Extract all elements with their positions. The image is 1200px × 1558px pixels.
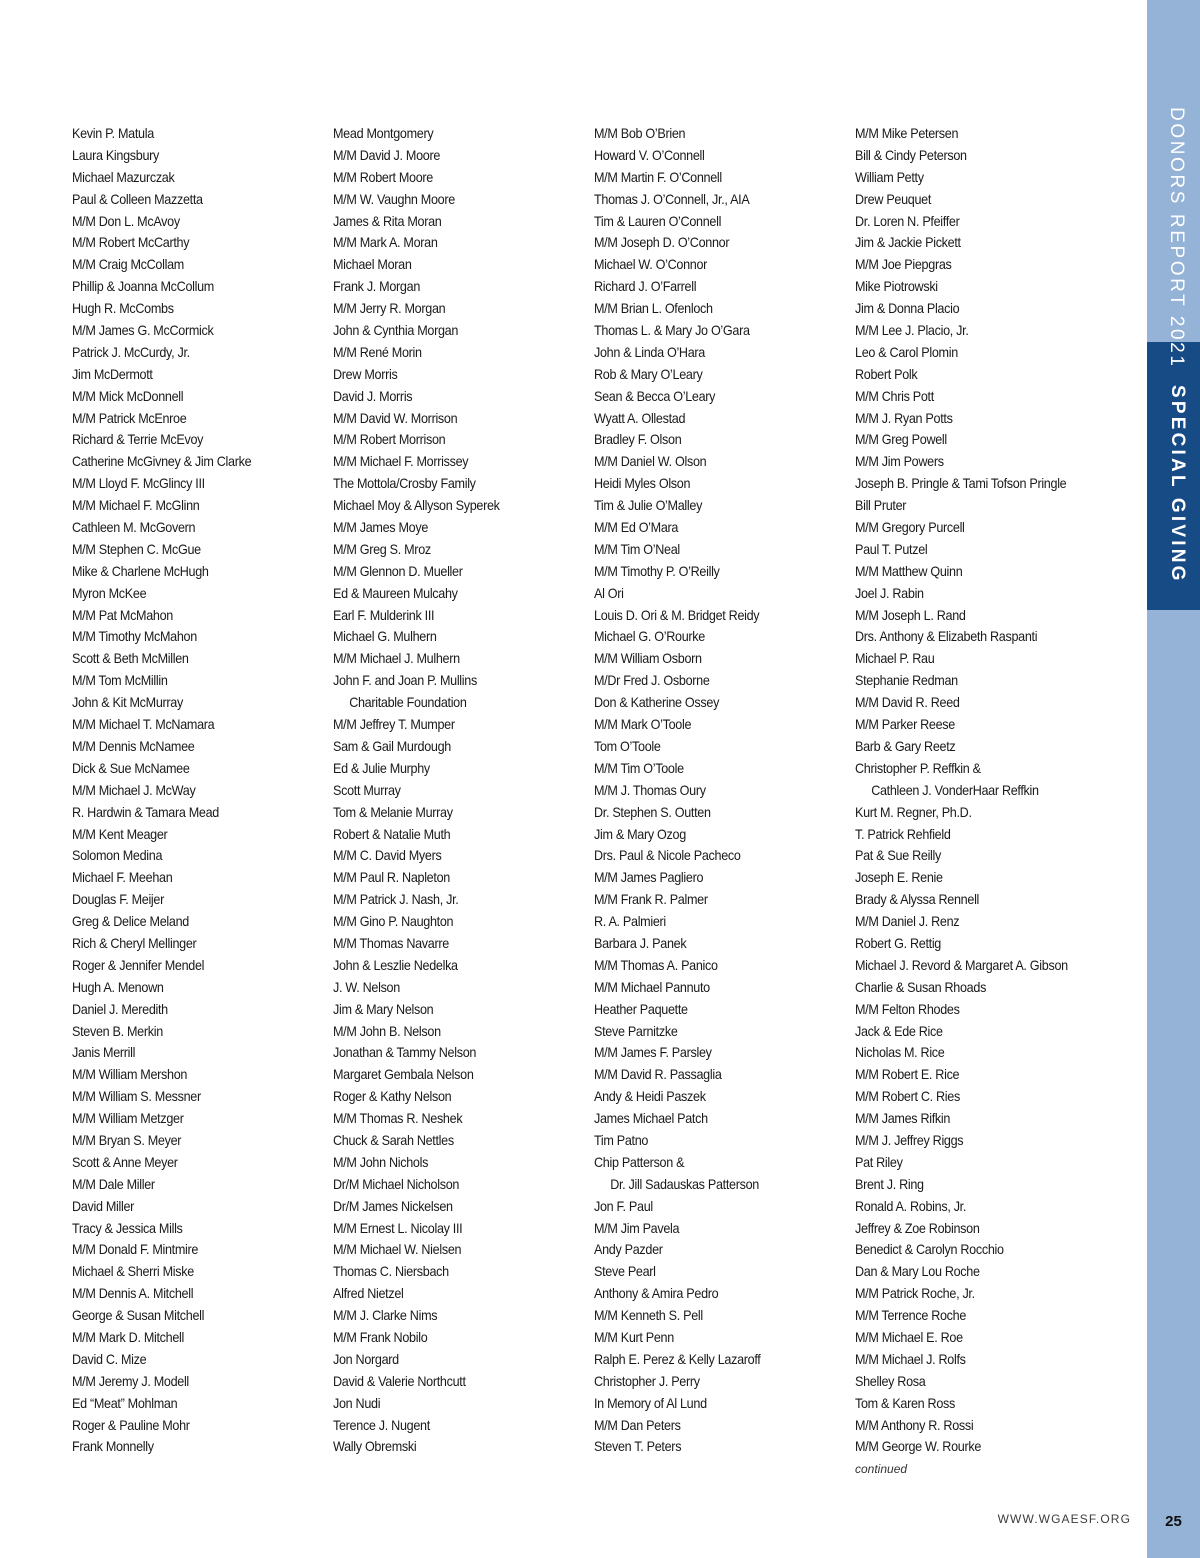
donor-name: M/M Jerry R. Morgan xyxy=(333,300,446,317)
donor-name: Andy Pazder xyxy=(594,1241,663,1258)
donor-name: Tim & Julie O’Malley xyxy=(594,497,703,514)
donor-name: M/M William Metzger xyxy=(72,1110,184,1127)
donor-name: M/M Mark D. Mitchell xyxy=(72,1328,185,1345)
donor-name: Terence J. Nugent xyxy=(333,1416,430,1433)
continued-note: continued xyxy=(855,1462,908,1476)
donor-name: Michael Mazurczak xyxy=(72,168,175,185)
donor-name: Earl F. Mulderink III xyxy=(333,606,435,623)
donor-name: M/M Martin F. O’Connell xyxy=(594,168,722,185)
page-number: 25 xyxy=(1165,1513,1182,1530)
donor-name: Steven T. Peters xyxy=(594,1438,682,1455)
donor-name: M/M Gino P. Naughton xyxy=(333,913,454,930)
donor-name: Barbara J. Panek xyxy=(594,934,687,951)
donor-name: Louis D. Ori & M. Bridget Reidy xyxy=(594,606,760,623)
donor-name: M/M W. Vaughn Moore xyxy=(333,190,455,207)
donor-name: Michael W. O’Connor xyxy=(594,256,708,273)
donor-name: M/M Mark O’Toole xyxy=(594,716,692,733)
donor-name: M/M Michael E. Roe xyxy=(855,1328,963,1345)
donor-name: Cathleen J. VonderHaar Reffkin xyxy=(871,781,1039,798)
donor-name: M/M Tom McMillin xyxy=(72,672,168,689)
donor-name: Wally Obremski xyxy=(333,1438,417,1455)
donor-name: M/M Robert McCarthy xyxy=(72,234,190,251)
donor-name: M/M David J. Moore xyxy=(333,146,441,163)
donor-name: M/M James Moye xyxy=(333,519,429,536)
donor-name: M/M Michael J. Mulhern xyxy=(333,650,460,667)
donor-name: M/M Joseph D. O’Connor xyxy=(594,234,730,251)
donor-name: Greg & Delice Meland xyxy=(72,913,189,930)
donor-name: Jim & Jackie Pickett xyxy=(855,234,961,251)
donor-name: Sean & Becca O’Leary xyxy=(594,387,716,404)
donor-name: Hugh R. McCombs xyxy=(72,300,174,317)
donor-name: M/M Thomas R. Neshek xyxy=(333,1110,463,1127)
donor-name: M/M Jeremy J. Modell xyxy=(72,1372,189,1389)
donor-name: Scott & Anne Meyer xyxy=(72,1153,178,1170)
donor-name: John & Kit McMurray xyxy=(72,694,183,711)
donor-name: Paul T. Putzel xyxy=(855,540,928,557)
donor-name: Dr. Stephen S. Outten xyxy=(594,803,711,820)
donor-name: M/M Dennis A. Mitchell xyxy=(72,1285,194,1302)
donor-name: Margaret Gembala Nelson xyxy=(333,1066,474,1083)
donor-name: The Mottola/Crosby Family xyxy=(333,475,476,492)
report-title: DONORS REPORT 2021 xyxy=(1166,107,1187,369)
donor-name: Rob & Mary O’Leary xyxy=(594,365,703,382)
donor-name: M/M Daniel J. Renz xyxy=(855,913,960,930)
donor-name: Robert & Natalie Muth xyxy=(333,825,451,842)
donor-name: M/M Kent Meager xyxy=(72,825,168,842)
donor-name: Al Ori xyxy=(594,584,624,601)
donor-name: Charitable Foundation xyxy=(349,694,467,711)
donor-name: M/M Kenneth S. Pell xyxy=(594,1307,703,1324)
donor-name: M/M Thomas A. Panico xyxy=(594,956,718,973)
donor-name: M/M Chris Pott xyxy=(855,387,934,404)
donor-name: Janis Merrill xyxy=(72,1044,136,1061)
donor-name: Jim & Mary Ozog xyxy=(594,825,686,842)
donor-name: M/M Robert E. Rice xyxy=(855,1066,960,1083)
donor-name: M/Dr Fred J. Osborne xyxy=(594,672,710,689)
donor-name: M/M Ed O’Mara xyxy=(594,519,679,536)
donor-name: Phillip & Joanna McCollum xyxy=(72,278,215,295)
donor-name: M/M Timothy P. O’Reilly xyxy=(594,562,720,579)
donor-name: Christopher P. Reffkin & xyxy=(855,759,981,776)
donor-name: Barb & Gary Reetz xyxy=(855,737,956,754)
donor-name: Frank J. Morgan xyxy=(333,278,421,295)
donor-name: Jack & Ede Rice xyxy=(855,1022,943,1039)
donor-name: Robert G. Rettig xyxy=(855,934,942,951)
donor-name: Heidi Myles Olson xyxy=(594,475,691,492)
donor-name: M/M George W. Rourke xyxy=(855,1438,982,1455)
donor-name: Dr/M James Nickelsen xyxy=(333,1197,453,1214)
donor-name: Mead Montgomery xyxy=(333,125,434,141)
donor-name: Jon Norgard xyxy=(333,1350,399,1367)
donor-name: Howard V. O’Connell xyxy=(594,146,705,163)
donor-name: M/M David W. Morrison xyxy=(333,409,458,426)
donor-name: M/M Felton Rhodes xyxy=(855,1000,960,1017)
donor-name: M/M Kurt Penn xyxy=(594,1328,674,1345)
donor-name: Steve Parnitzke xyxy=(594,1022,678,1039)
donor-name: David & Valerie Northcutt xyxy=(333,1372,466,1389)
donor-name: Daniel J. Meredith xyxy=(72,1000,168,1017)
donor-name: Sam & Gail Murdough xyxy=(333,737,451,754)
donor-name: Scott & Beth McMillen xyxy=(72,650,189,667)
donor-name: Brent J. Ring xyxy=(855,1175,924,1192)
donor-name: M/M Michael J. Rolfs xyxy=(855,1350,966,1367)
donor-name: Jim & Donna Placio xyxy=(855,300,960,317)
donor-name: M/M John Nichols xyxy=(333,1153,429,1170)
donor-name: Michael F. Meehan xyxy=(72,869,173,886)
donor-name: M/M Joseph L. Rand xyxy=(855,606,966,623)
donor-name: Tom O’Toole xyxy=(594,737,661,754)
donor-name: Roger & Kathy Nelson xyxy=(333,1088,452,1105)
donor-name: Bill Pruter xyxy=(855,497,907,514)
donor-name: M/M Dan Peters xyxy=(594,1416,681,1433)
donor-name: Michael G. Mulhern xyxy=(333,628,437,645)
donor-name: Mike & Charlene McHugh xyxy=(72,562,209,579)
donor-name: M/M Timothy McMahon xyxy=(72,628,197,645)
donor-name: Tracy & Jessica Mills xyxy=(72,1219,183,1236)
donor-name: M/M David R. Passaglia xyxy=(594,1066,722,1083)
donor-name: Tom & Melanie Murray xyxy=(333,803,453,820)
section-title: SPECIAL GIVING xyxy=(1167,385,1188,584)
donor-name: M/M James G. McCormick xyxy=(72,322,214,339)
donor-name: M/M William S. Messner xyxy=(72,1088,201,1105)
donor-name: M/M Tim O’Toole xyxy=(594,759,684,776)
donor-name: Jim McDermott xyxy=(72,365,153,382)
donor-name: M/M Mick McDonnell xyxy=(72,387,184,404)
donor-name: Richard & Terrie McEvoy xyxy=(72,431,204,448)
donor-name: Kevin P. Matula xyxy=(72,125,154,141)
donor-name: Ralph E. Perez & Kelly Lazaroff xyxy=(594,1350,761,1367)
donor-name: M/M James F. Parsley xyxy=(594,1044,712,1061)
donor-name: M/M René Morin xyxy=(333,343,422,360)
donor-name: Roger & Jennifer Mendel xyxy=(72,956,205,973)
donor-name: M/M C. David Myers xyxy=(333,847,442,864)
donor-name: M/M J. Jeffrey Riggs xyxy=(855,1131,964,1148)
donor-name: Solomon Medina xyxy=(72,847,163,864)
donor-name: Dr. Jill Sadauskas Patterson xyxy=(610,1175,759,1192)
donor-name: Paul & Colleen Mazzetta xyxy=(72,190,203,207)
donor-name: Dr/M Michael Nicholson xyxy=(333,1175,460,1192)
donor-name: Laura Kingsbury xyxy=(72,146,160,163)
donor-name: Dick & Sue McNamee xyxy=(72,759,190,776)
donor-name: Rich & Cheryl Mellinger xyxy=(72,934,197,951)
donor-name: Robert Polk xyxy=(855,365,918,382)
donor-name: M/M David R. Reed xyxy=(855,694,960,711)
donor-name: M/M Jeffrey T. Mumper xyxy=(333,716,455,733)
donor-name: Joseph E. Renie xyxy=(855,869,943,886)
donor-name: M/M Daniel W. Olson xyxy=(594,453,707,470)
donor-name: Steven B. Merkin xyxy=(72,1022,163,1039)
donor-name: Roger & Pauline Mohr xyxy=(72,1416,190,1433)
donor-name: M/M Paul R. Napleton xyxy=(333,869,450,886)
donor-name: George & Susan Mitchell xyxy=(72,1307,205,1324)
donor-name: M/M Matthew Quinn xyxy=(855,562,963,579)
donor-name: M/M Pat McMahon xyxy=(72,606,174,623)
donor-name: Michael G. O’Rourke xyxy=(594,628,705,645)
donor-name: Kurt M. Regner, Ph.D. xyxy=(855,803,972,820)
donor-name: Stephanie Redman xyxy=(855,672,958,689)
donor-column-1 xyxy=(72,123,271,1458)
donor-name: John & Leszlie Nedelka xyxy=(333,956,458,973)
donor-column-3 xyxy=(594,123,779,1458)
donor-name: M/M James Pagliero xyxy=(594,869,704,886)
donor-name: Joseph B. Pringle & Tami Tofson Pringle xyxy=(855,475,1067,492)
donor-name: M/M Frank Nobilo xyxy=(333,1328,428,1345)
donor-name: Frank Monnelly xyxy=(72,1438,154,1455)
donor-name: M/M Thomas Navarre xyxy=(333,934,449,951)
donor-name: M/M John B. Nelson xyxy=(333,1022,441,1039)
donor-name: Jim & Mary Nelson xyxy=(333,1000,434,1017)
donor-name: Thomas J. O’Connell, Jr., AIA xyxy=(594,190,750,207)
website-url[interactable]: WWW.WGAESF.ORG xyxy=(997,1512,1131,1526)
donor-name: M/M Dale Miller xyxy=(72,1175,155,1192)
donor-name: Catherine McGivney & Jim Clarke xyxy=(72,453,252,470)
donor-name: M/M J. Ryan Potts xyxy=(855,409,953,426)
donor-name: M/M William Osborn xyxy=(594,650,702,667)
donor-name: M/M Michael F. McGlinn xyxy=(72,497,200,514)
donor-name: Joel J. Rabin xyxy=(855,584,924,601)
donor-name: M/M Joe Piepgras xyxy=(855,256,952,273)
donor-name: M/M Patrick McEnroe xyxy=(72,409,187,426)
donor-name: Jon Nudi xyxy=(333,1394,381,1411)
donor-name: M/M Tim O’Neal xyxy=(594,540,680,557)
donor-name: Bill & Cindy Peterson xyxy=(855,146,967,163)
donor-name: Myron McKee xyxy=(72,584,147,601)
donor-name: M/M Robert Morrison xyxy=(333,431,446,448)
donor-name: M/M Greg S. Mroz xyxy=(333,540,431,557)
donor-name: M/M Michael F. Morrissey xyxy=(333,453,469,470)
donor-name: M/M J. Clarke Nims xyxy=(333,1307,438,1324)
donor-name: M/M Glennon D. Mueller xyxy=(333,562,463,579)
donor-name: M/M Lloyd F. McGlincy III xyxy=(72,475,205,492)
donor-name: Don & Katherine Ossey xyxy=(594,694,720,711)
donor-name: Heather Paquette xyxy=(594,1000,688,1017)
donor-name: R. A. Palmieri xyxy=(594,913,666,930)
donor-name: Tim Patno xyxy=(594,1131,649,1148)
donor-name: Pat Riley xyxy=(855,1153,903,1170)
donor-column-2 xyxy=(333,123,518,1458)
donor-name: M/M Terrence Roche xyxy=(855,1307,967,1324)
donor-name: M/M Patrick Roche, Jr. xyxy=(855,1285,975,1302)
donor-name: R. Hardwin & Tamara Mead xyxy=(72,803,219,820)
donor-name: Richard J. O’Farrell xyxy=(594,278,697,295)
donor-name: Steve Pearl xyxy=(594,1263,656,1280)
donor-name: Bradley F. Olson xyxy=(594,431,682,448)
donor-name: M/M Parker Reese xyxy=(855,716,955,733)
donor-name: John & Cynthia Morgan xyxy=(333,322,459,339)
donor-name: Patrick J. McCurdy, Jr. xyxy=(72,343,190,360)
donor-name: David Miller xyxy=(72,1197,135,1214)
donor-name: Drew Morris xyxy=(333,365,398,382)
donor-name: M/M Donald F. Mintmire xyxy=(72,1241,199,1258)
donor-name: M/M Michael W. Nielsen xyxy=(333,1241,462,1258)
donor-name: Leo & Carol Plomin xyxy=(855,343,958,360)
donor-name: Tom & Karen Ross xyxy=(855,1394,956,1411)
donor-name: M/M Craig McCollam xyxy=(72,256,184,273)
donor-name: Drew Peuquet xyxy=(855,190,932,207)
donor-name: William Petty xyxy=(855,168,924,185)
donor-name: M/M Michael T. McNamara xyxy=(72,716,215,733)
donor-name: Dan & Mary Lou Roche xyxy=(855,1263,980,1280)
donor-name: Chuck & Sarah Nettles xyxy=(333,1131,454,1148)
donor-name: M/M Ernest L. Nicolay III xyxy=(333,1219,463,1236)
donor-name: M/M Lee J. Placio, Jr. xyxy=(855,322,969,339)
donor-name: Benedict & Carolyn Rocchio xyxy=(855,1241,1004,1258)
donor-name: Andy & Heidi Paszek xyxy=(594,1088,706,1105)
donor-name: M/M Jim Powers xyxy=(855,453,944,470)
donor-name: M/M Robert C. Ries xyxy=(855,1088,960,1105)
donor-name: Ed & Julie Murphy xyxy=(333,759,430,776)
donor-name: Charlie & Susan Rhoads xyxy=(855,978,987,995)
donor-name: Pat & Sue Reilly xyxy=(855,847,942,864)
donor-name: In Memory of Al Lund xyxy=(594,1394,707,1411)
donor-name: M/M Patrick J. Nash, Jr. xyxy=(333,891,459,908)
donor-name: Chip Patterson & xyxy=(594,1153,685,1170)
donor-name: John & Linda O’Hara xyxy=(594,343,705,360)
donor-name: M/M William Mershon xyxy=(72,1066,188,1083)
donor-name: Mike Piotrowski xyxy=(855,278,938,295)
donor-name: M/M Michael Pannuto xyxy=(594,978,710,995)
donor-name: M/M Gregory Purcell xyxy=(855,519,965,536)
donor-name: Ronald A. Robins, Jr. xyxy=(855,1197,967,1214)
donor-name: David C. Mize xyxy=(72,1350,147,1367)
donor-name: M/M J. Thomas Oury xyxy=(594,781,706,798)
donor-name: Ed “Meat” Mohlman xyxy=(72,1394,178,1411)
donor-name: M/M Frank R. Palmer xyxy=(594,891,708,908)
donor-name: Michael & Sherri Miske xyxy=(72,1263,194,1280)
donor-name: Douglas F. Meijer xyxy=(72,891,164,908)
donor-name: Michael Moran xyxy=(333,256,412,273)
donor-name: M/M Greg Powell xyxy=(855,431,947,448)
donor-name: John F. and Joan P. Mullins xyxy=(333,672,477,689)
donor-name: James & Rita Moran xyxy=(333,212,442,229)
donor-name: M/M Don L. McAvoy xyxy=(72,212,180,229)
donor-name: Hugh A. Menown xyxy=(72,978,164,995)
donor-name: Thomas C. Niersbach xyxy=(333,1263,449,1280)
donor-name: M/M Robert Moore xyxy=(333,168,433,185)
donor-name: M/M Dennis McNamee xyxy=(72,737,195,754)
donor-column-4 xyxy=(855,123,1091,1458)
donor-name: M/M Anthony R. Rossi xyxy=(855,1416,974,1433)
donor-name: Anthony & Amira Pedro xyxy=(594,1285,719,1302)
donor-name: Brady & Alyssa Rennell xyxy=(855,891,980,908)
donor-name: Christopher J. Perry xyxy=(594,1372,700,1389)
donor-name: Drs. Anthony & Elizabeth Raspanti xyxy=(855,628,1038,645)
donor-name: Cathleen M. McGovern xyxy=(72,519,196,536)
donor-name: M/M Jim Pavela xyxy=(594,1219,680,1236)
donor-name: M/M Bob O’Brien xyxy=(594,125,686,141)
donor-name: M/M Brian L. Ofenloch xyxy=(594,300,713,317)
donor-name: M/M Michael J. McWay xyxy=(72,781,196,798)
donor-name: Dr. Loren N. Pfeiffer xyxy=(855,212,960,229)
donor-name: M/M Mike Petersen xyxy=(855,125,959,141)
donor-name: Alfred Nietzel xyxy=(333,1285,404,1302)
donor-name: Wyatt A. Ollestad xyxy=(594,409,686,426)
donor-name: Nicholas M. Rice xyxy=(855,1044,945,1061)
donor-name: Michael P. Rau xyxy=(855,650,935,667)
donor-name: M/M James Rifkin xyxy=(855,1110,951,1127)
donor-name: Shelley Rosa xyxy=(855,1372,926,1389)
donor-name: Jon F. Paul xyxy=(594,1197,653,1214)
donor-name: James Michael Patch xyxy=(594,1110,708,1127)
donor-name: M/M Bryan S. Meyer xyxy=(72,1131,182,1148)
donor-name: J. W. Nelson xyxy=(333,978,400,995)
donor-name: Scott Murray xyxy=(333,781,401,798)
donor-name: Michael Moy & Allyson Syperek xyxy=(333,497,500,514)
donor-name: Drs. Paul & Nicole Pacheco xyxy=(594,847,741,864)
donor-name: David J. Morris xyxy=(333,387,413,404)
donor-name: Tim & Lauren O’Connell xyxy=(594,212,722,229)
donor-name: T. Patrick Rehfield xyxy=(855,825,951,842)
donor-name: Jeffrey & Zoe Robinson xyxy=(855,1219,980,1236)
donor-name: Thomas L. & Mary Jo O’Gara xyxy=(594,322,750,339)
donor-name: M/M Stephen C. McGue xyxy=(72,540,201,557)
donor-name: Michael J. Revord & Margaret A. Gibson xyxy=(855,956,1068,973)
donor-name: Jonathan & Tammy Nelson xyxy=(333,1044,477,1061)
donor-name: M/M Mark A. Moran xyxy=(333,234,438,251)
donor-name: Ed & Maureen Mulcahy xyxy=(333,584,458,601)
